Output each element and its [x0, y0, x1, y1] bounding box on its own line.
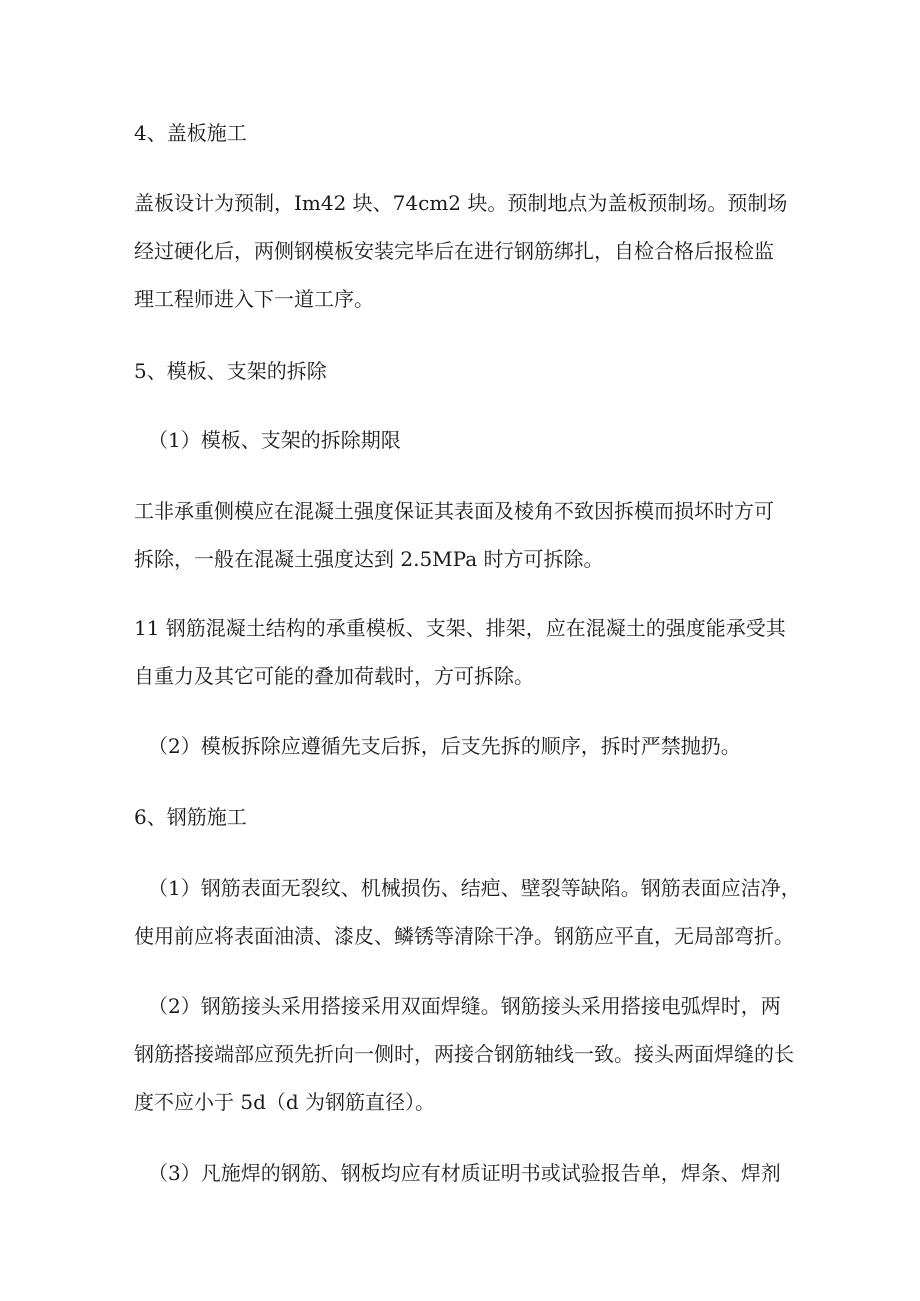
text-line: 拆除，一般在混凝土强度达到 2.5MPa 时方可拆除。: [134, 547, 604, 571]
text-line: 度不应小于 5d（d 为钢筋直径）。: [134, 1090, 436, 1114]
text-line: （1）钢筋表面无裂纹、机械损伤、结疤、壁裂等缺陷。钢筋表面应洁净，: [148, 876, 801, 900]
subheading-removal-order: [134, 722, 808, 770]
text-line: 5、模板、支架的拆除: [134, 359, 327, 383]
text-line: 使用前应将表面油渍、漆皮、鳞锈等清除干净。钢筋应平直，无局部弯折。: [134, 924, 794, 948]
heading-6-rebar: [134, 793, 794, 841]
text-line: （2）钢筋接头采用搭接采用双面焊缝。钢筋接头采用搭接电弧焊时，两: [148, 994, 781, 1018]
text-line: 钢筋搭接端部应预先折向一侧时，两接合钢筋轴线一致。接头两面焊缝的长: [134, 1042, 794, 1066]
text-line: （3）凡施焊的钢筋、钢板均应有材质证明书或试验报告单，焊条、焊剂: [148, 1161, 781, 1185]
text-line: （2）模板拆除应遵循先支后拆，后支先拆的顺序，拆时严禁抛扔。: [148, 734, 741, 758]
text-line: 4、盖板施工: [134, 121, 247, 145]
paragraph-side-form-removal: [134, 487, 794, 583]
paragraph-rebar-surface: [134, 864, 808, 960]
paragraph-load-bearing-form: [134, 604, 794, 700]
text-line: （1）模板、支架的拆除期限: [148, 428, 401, 452]
text-line: 经过硬化后，两侧钢模板安装完毕后在进行钢筋绑扎，自检合格后报检监: [134, 239, 774, 263]
paragraph-rebar-joint: [134, 982, 808, 1126]
heading-5-formwork-removal: [134, 347, 794, 395]
text-line: 自重力及其它可能的叠加荷载时，方可拆除。: [134, 664, 534, 688]
text-line: 6、钢筋施工: [134, 805, 247, 829]
text-line: 盖板设计为预制，Im42 块、74cm2 块。预制地点为盖板预制场。预制场: [134, 191, 788, 215]
text-line: 理工程师进入下一道工序。: [134, 287, 374, 311]
paragraph-cover-plate-design: [134, 179, 794, 323]
text-line: 11 钢筋混凝土结构的承重模板、支架、排架，应在混凝土的强度能承受其: [134, 616, 786, 640]
text-line: 工非承重侧模应在混凝土强度保证其表面及棱角不致因拆模而损坏时方可: [134, 499, 774, 523]
subheading-removal-period: [134, 416, 808, 464]
paragraph-welding-certificates: [134, 1149, 808, 1197]
heading-4-cover-plate: [134, 109, 794, 157]
